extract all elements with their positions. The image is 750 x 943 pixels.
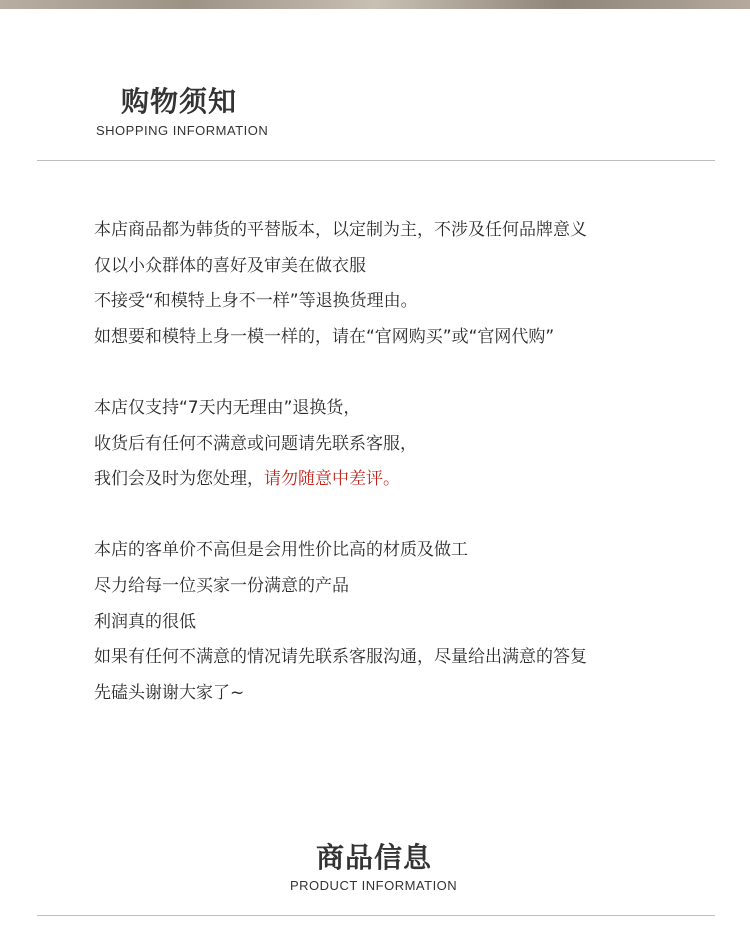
notice-line: 如想要和模特上身一模一样的，请在“官网购买”或“官网代购” bbox=[94, 326, 555, 347]
notice-line: 本店商品都为韩货的平替版本，以定制为主，不涉及任何品牌意义 bbox=[94, 220, 587, 240]
shopping-section-subtitle: SHOPPING INFORMATION bbox=[96, 123, 269, 138]
notice-line: 本店仅支持“7天内无理由”退换货， bbox=[94, 397, 361, 418]
notice-line: 收货后有任何不满意或问题请先联系客服， bbox=[94, 433, 417, 454]
shopping-divider bbox=[37, 160, 715, 161]
notice-line: 不接受“和模特上身不一样”等退换货理由。 bbox=[94, 291, 418, 312]
notice-line: 先磕头谢谢大家了~ bbox=[94, 682, 245, 703]
notice-line: 本店的客单价不高但是会用性价比高的材质及做工 bbox=[94, 540, 468, 561]
notice-line: 仅以小众群体的喜好及审美在做衣服 bbox=[94, 255, 366, 276]
notice-line: 利润真的很低 bbox=[94, 611, 196, 632]
no-bad-review-warning: 请勿随意中差评。 bbox=[264, 469, 400, 490]
product-section-subtitle: PRODUCT INFORMATION bbox=[290, 878, 458, 893]
notice-line-prefix: 我们会及时为您处理， bbox=[94, 469, 264, 490]
notice-paragraph-quality bbox=[94, 533, 714, 711]
top-image-strip bbox=[0, 0, 750, 9]
notice-line: 尽力给每一位买家一份满意的产品 bbox=[94, 575, 349, 596]
notice-paragraph-returns bbox=[94, 391, 714, 498]
notice-line: 如果有任何不满意的情况请先联系客服沟通，尽量给出满意的答复 bbox=[94, 647, 587, 668]
product-section-title: 商品信息 bbox=[316, 841, 433, 874]
product-divider bbox=[37, 915, 715, 916]
shopping-section-title: 购物须知 bbox=[121, 85, 238, 118]
shopping-notice-body bbox=[94, 213, 714, 711]
notice-paragraph-brand bbox=[94, 213, 714, 355]
notice-line-with-warning bbox=[94, 462, 714, 498]
